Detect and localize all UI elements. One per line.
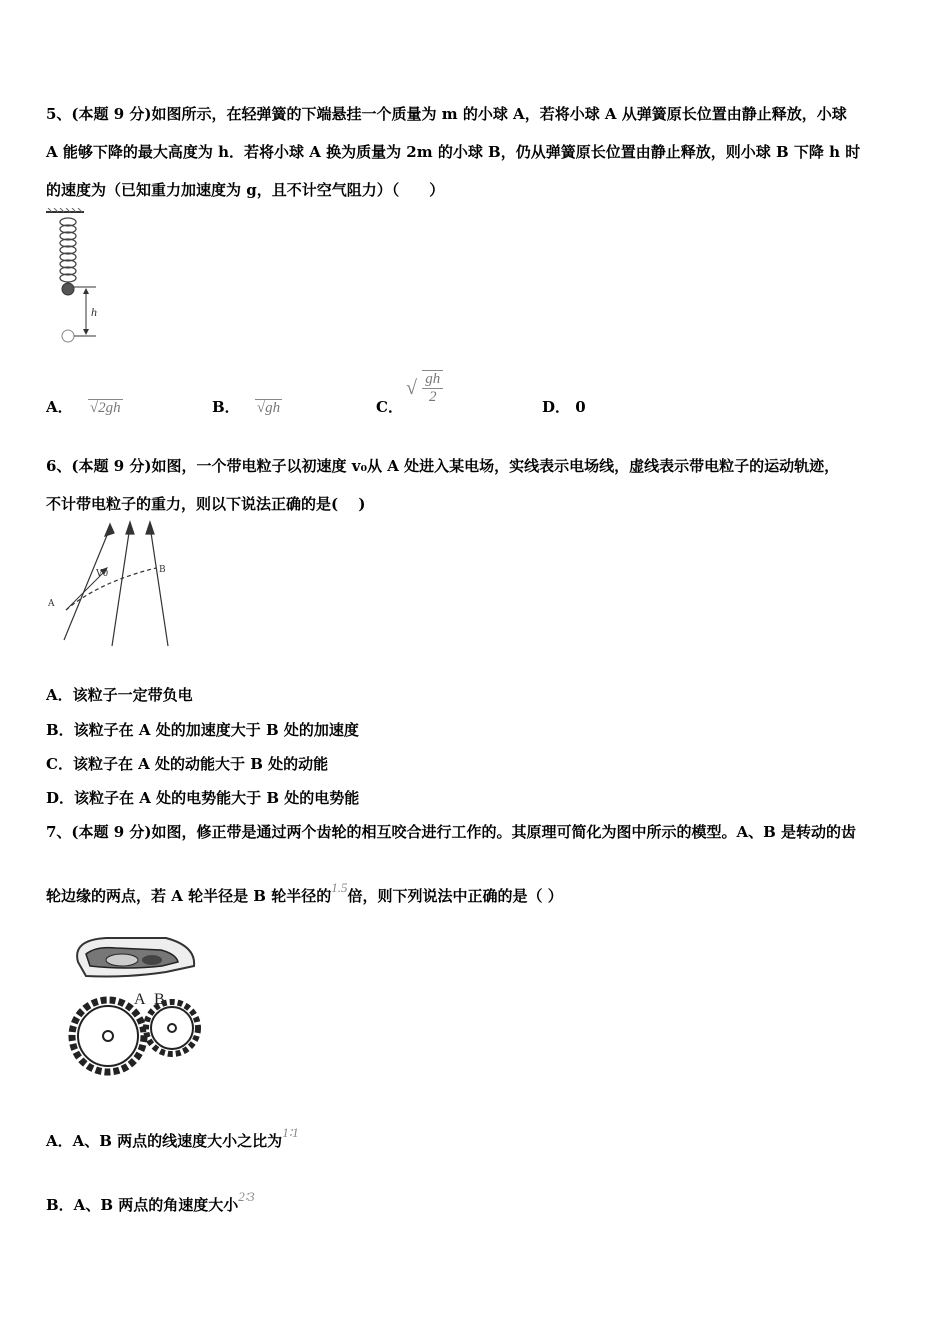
q5-option-d-expr: 0 xyxy=(575,398,586,416)
q5-option-a-expr: 2gh xyxy=(98,400,121,416)
q6-stem-line2: 不计带电粒子的重力，则以下说法正确的是( ) xyxy=(46,495,366,513)
electric-field-figure xyxy=(44,520,184,650)
q6-option-a[interactable]: A．该粒子一定带负电 xyxy=(46,686,193,704)
h-label: h xyxy=(91,305,97,319)
q6-option-c[interactable]: C．该粒子在 A 处的动能大于 B 处的动能 xyxy=(46,755,329,773)
gear-figure xyxy=(66,932,206,1080)
q5-option-c[interactable] xyxy=(376,396,403,417)
q6-option-d[interactable]: D．该粒子在 A 处的电势能大于 B 处的电势能 xyxy=(46,789,360,807)
point-a-label: A xyxy=(48,599,55,609)
q5-option-a[interactable]: A． √2gh xyxy=(46,398,121,416)
q5-option-c-denominator: 2 xyxy=(428,389,437,405)
q6-option-b[interactable]: B．该粒子在 A 处的加速度大于 B 处的加速度 xyxy=(46,721,359,739)
q7-radius-ratio: 1.5 xyxy=(331,880,348,895)
q6-stem-line1: 6、(本题 9 分)如图，一个带电粒子以初速度 v₀从 A 处进入某电场，实线表示电场线，虚线表示带电粒子的运动轨迹， xyxy=(46,457,840,475)
q5-option-d-letter: D． xyxy=(542,398,571,416)
q5-option-c-numerator: gh xyxy=(422,371,443,389)
q5-option-b-letter: B． xyxy=(212,398,240,416)
q5-option-a-letter: A． xyxy=(46,398,73,416)
q7-option-a-ratio: 1∶1 xyxy=(282,1125,299,1140)
point-b-label: B xyxy=(159,565,166,575)
q7-option-b-ratio: 2∶3 xyxy=(238,1189,255,1204)
gear-b-label: B xyxy=(154,991,165,1008)
q5-option-d[interactable] xyxy=(542,396,586,417)
q5-option-b-expr: gh xyxy=(265,400,281,416)
q7-stem-line2 xyxy=(46,880,563,906)
q5-option-c-letter: C． xyxy=(376,398,403,416)
spring-figure xyxy=(44,208,114,348)
q5-option-b[interactable]: B． √gh xyxy=(212,398,281,416)
q7-option-b-text: B．A、B 两点的角速度大小 xyxy=(46,1196,239,1214)
q7-stem-line2-post: 倍，则下列说法中正确的是（ ） xyxy=(347,887,563,905)
gear-a-label: A xyxy=(134,991,146,1008)
q7-option-b[interactable] xyxy=(46,1189,255,1215)
q7-stem-line1: 7、(本题 9 分)如图，修正带是通过两个齿轮的相互咬合进行工作的。其原理可简化为图中所示的模型。A、B 是转动的齿 xyxy=(46,823,857,841)
q7-option-a[interactable] xyxy=(46,1125,299,1151)
q7-option-a-text: A．A、B 两点的线速度大小之比为 xyxy=(46,1132,283,1150)
v0-label: V0 xyxy=(96,569,109,579)
q5-option-c-fraction: √ $\frac{gh}{2}$ xyxy=(406,370,443,406)
q5-stem-line1: 5、(本题 9 分)如图所示，在轻弹簧的下端悬挂一个质量为 m 的小球 A，若将小球 A 从弹簧原长位置由静止释放，小球 xyxy=(46,105,847,123)
q7-stem-line2-pre: 轮边缘的两点，若 A 轮半径是 B 轮半径的 xyxy=(46,887,332,905)
q5-stem-line3: 的速度为（已知重力加速度为 g，且不计空气阻力）（ ） xyxy=(46,181,445,199)
q5-stem-line2: A 能够下降的最大高度为 h．若将小球 A 换为质量为 2m 的小球 B，仍从弹簧原长位置由静止释放，则小球 B 下降 h 时 xyxy=(46,143,861,161)
